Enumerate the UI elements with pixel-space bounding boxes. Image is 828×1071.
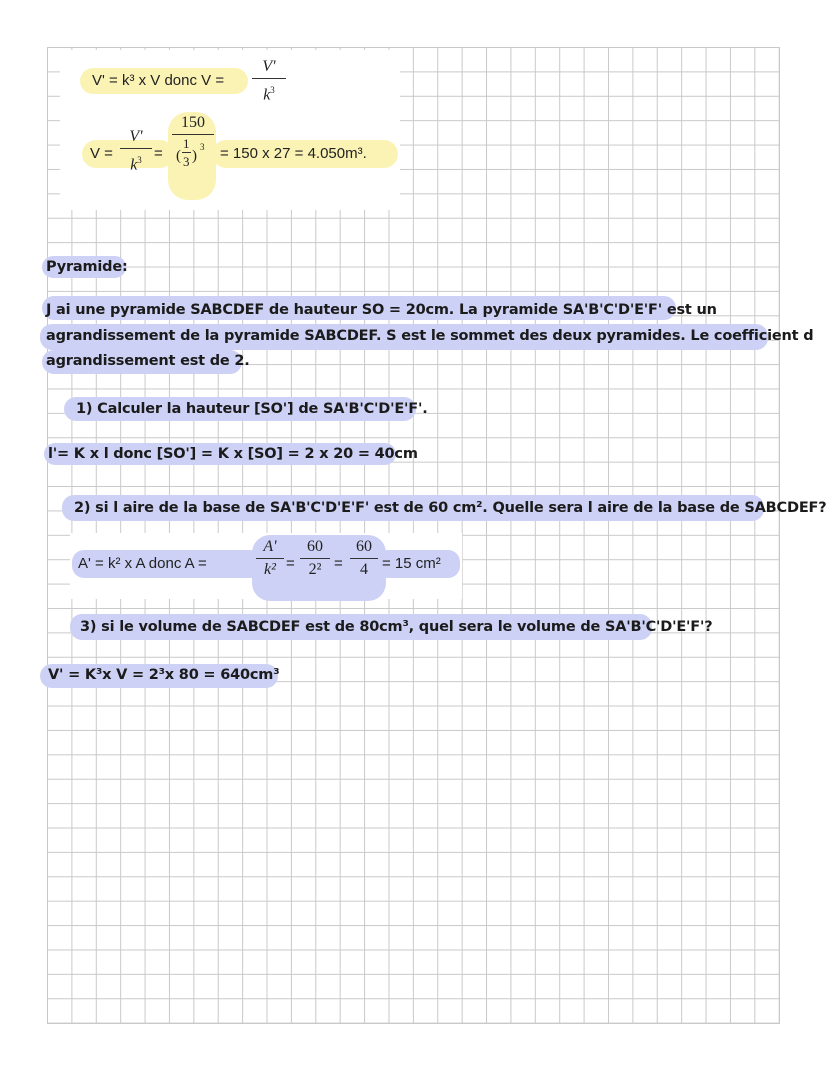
q2-fraction-2: 60 2² bbox=[300, 538, 330, 579]
volume-line2-eq: = bbox=[154, 145, 163, 162]
volume-fraction-3: 150 ( 1 3 ) 3 bbox=[172, 114, 214, 137]
paragraph-line-3: agrandissement est de 2. bbox=[46, 353, 250, 369]
volume-line2-result: = 150 x 27 = 4.050m³. bbox=[220, 145, 367, 162]
q3-answer: V' = K³x V = 2³x 80 = 640cm³ bbox=[48, 667, 280, 683]
paragraph-line-2: agrandissement de la pyramide SABCDEF. S est le sommet des deux pyramides. Le coefficient d bbox=[46, 328, 814, 344]
paragraph-line-1: J ai une pyramide SABCDEF de hauteur SO = 20cm. La pyramide SA'B'C'D'E'F' est un bbox=[46, 302, 717, 318]
volume-fraction-2: V' $k^3$ bbox=[120, 128, 152, 174]
volume-line1-lhs: V' = k³ x V donc V = bbox=[92, 72, 225, 89]
q2-formula-lhs: A' = k² x A donc A = bbox=[78, 555, 207, 572]
q2-result: = 15 cm² bbox=[382, 555, 441, 572]
q2-eq-2: = bbox=[334, 555, 343, 572]
q2-eq-1: = bbox=[286, 555, 295, 572]
volume-fraction-1: V' $k^3$ bbox=[252, 58, 286, 104]
q1-answer: l'= K x l donc [SO'] = K x [SO] = 2 x 20 = 40cm bbox=[48, 446, 418, 462]
q1-question: 1) Calculer la hauteur [SO'] de SA'B'C'D'E'F'. bbox=[76, 401, 428, 417]
section-title: Pyramide: bbox=[46, 259, 128, 275]
volume-line2-lhs: V = bbox=[90, 145, 113, 162]
q2-fraction-1: A' k² bbox=[256, 538, 284, 579]
q3-question: 3) si le volume de SABCDEF est de 80cm³, quel sera le volume de SA'B'C'D'E'F'? bbox=[80, 619, 713, 635]
q2-fraction-3: 60 4 bbox=[350, 538, 378, 579]
q2-question: 2) si l aire de la base de SA'B'C'D'E'F' est de 60 cm². Quelle sera l aire de la base de SABCDEF? bbox=[74, 500, 827, 516]
